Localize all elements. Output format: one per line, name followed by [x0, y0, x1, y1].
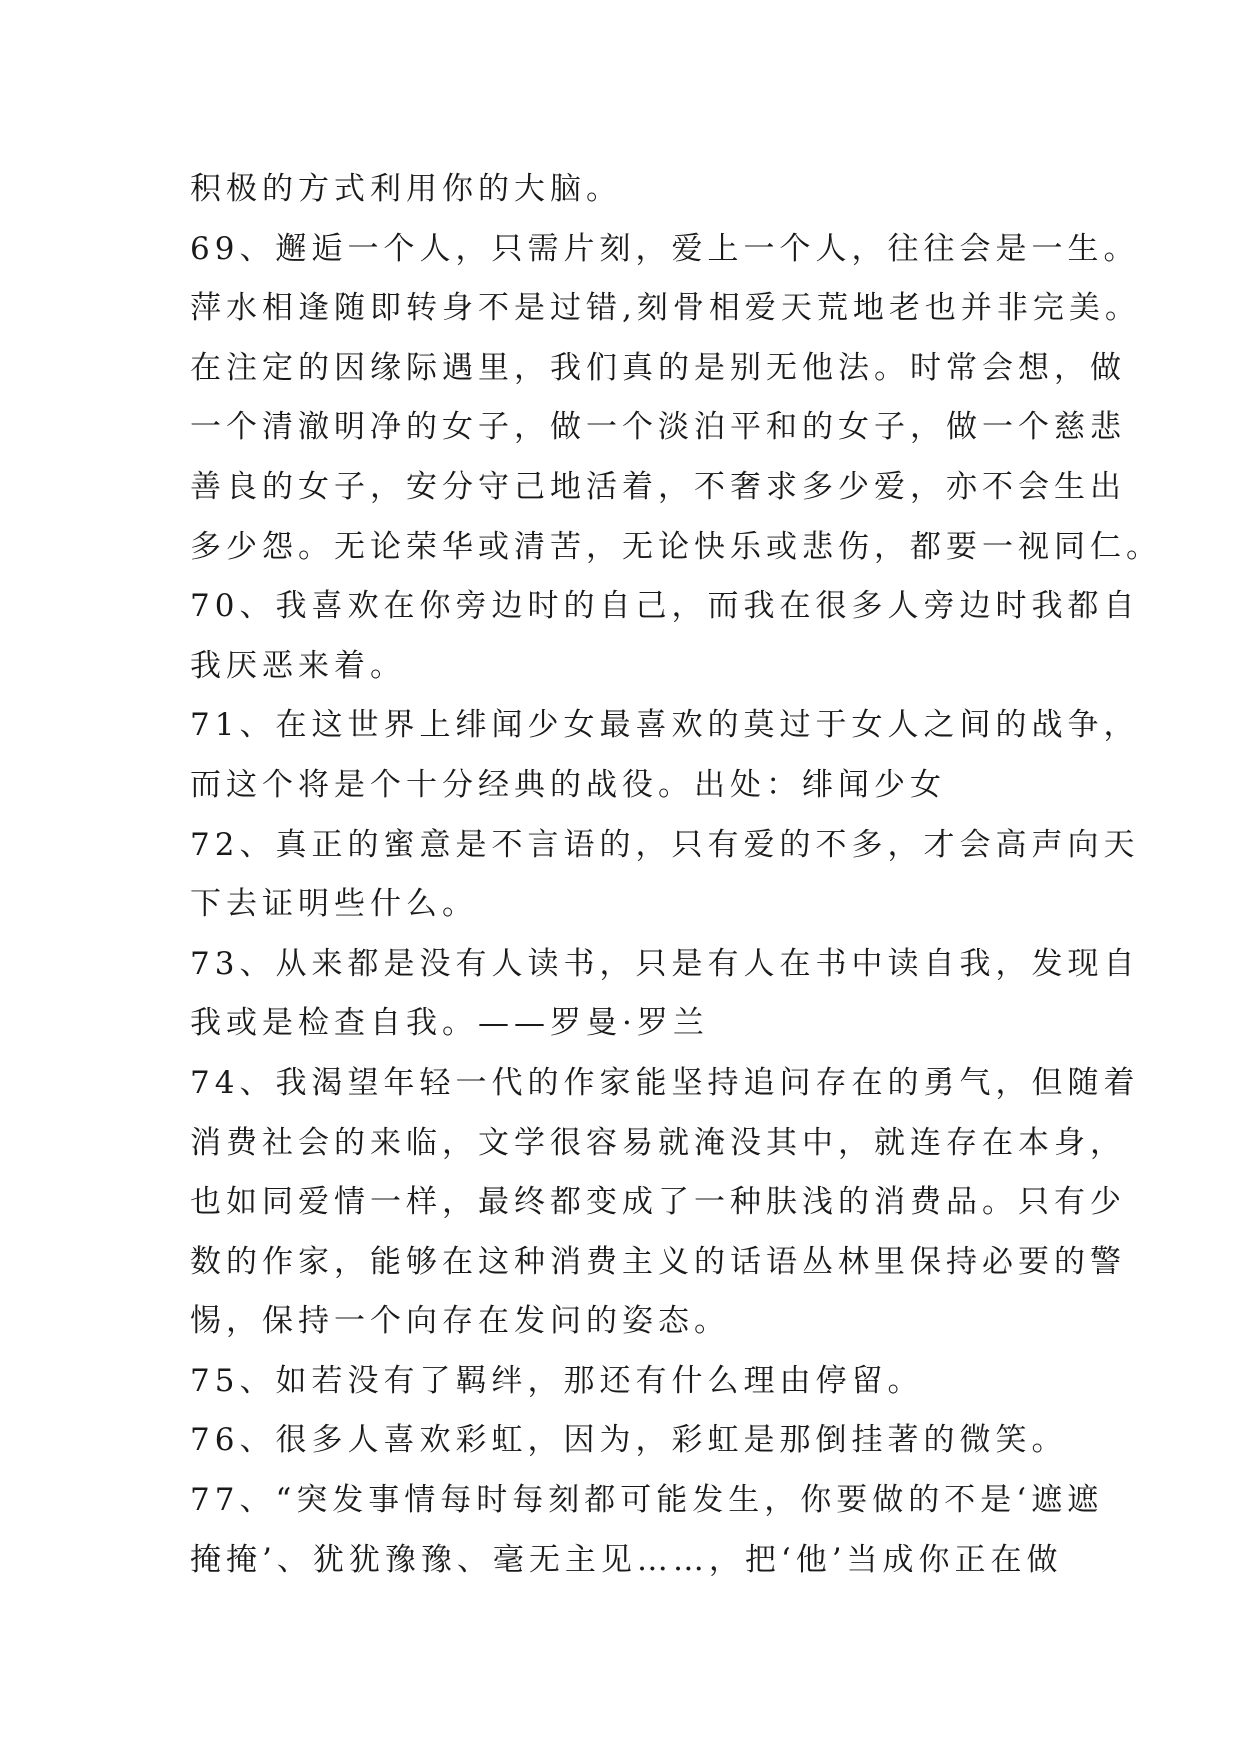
text-line: 我或是检查自我。——罗曼·罗兰: [190, 1005, 709, 1042]
text-line: 萍水相逢随即转身不是过错,刻骨相爱天荒地老也并非完美。: [190, 290, 1141, 327]
text-line: 74、我渴望年轻一代的作家能坚持追问存在的勇气，但随着: [190, 1064, 1140, 1101]
text-line: 善良的女子，安分守己地活着，不奢求多少爱，亦不会生出: [190, 468, 1126, 505]
text-line: 在注定的因缘际遇里，我们真的是别无他法。时常会想，做: [190, 349, 1126, 386]
document-body: [190, 160, 1162, 1590]
text-line: 76、很多人喜欢彩虹，因为，彩虹是那倒挂著的微笑。: [190, 1422, 1068, 1459]
text-line: 掩掩’、犹犹豫豫、毫无主见……，把‘他’当成你正在做: [190, 1541, 1063, 1578]
text-line: 73、从来都是没有人读书，只是有人在书中读自我，发现自: [190, 945, 1140, 982]
text-line: 积极的方式利用你的大脑。: [190, 171, 622, 207]
text-line: 多少怨。无论荣华或清苦，无论快乐或悲伤，都要一视同仁。: [190, 528, 1162, 565]
text-line: 72、真正的蜜意是不言语的，只有爱的不多，才会高声向天: [190, 826, 1140, 863]
text-line: 下去证明些什么。: [190, 886, 478, 923]
text-line: 我厌恶来着。: [190, 647, 406, 684]
text-line: 一个清澈明净的女子，做一个淡泊平和的女子，做一个慈悲: [190, 409, 1126, 446]
text-line: 惕，保持一个向存在发问的姿态。: [190, 1303, 730, 1340]
text-line: 69、邂逅一个人，只需片刻，爱上一个人，往往会是一生。: [190, 230, 1140, 267]
text-line: 而这个将是个十分经典的战役。出处：绯闻少女: [190, 766, 946, 803]
text-line: 70、我喜欢在你旁边时的自己，而我在很多人旁边时我都自: [190, 588, 1140, 625]
text-line: 75、如若没有了羁绊，那还有什么理由停留。: [190, 1362, 924, 1399]
text-line: 71、在这世界上绯闻少女最喜欢的莫过于女人之间的战争，: [190, 707, 1140, 744]
text-line: 77、“突发事情每时每刻都可能发生，你要做的不是‘遮遮: [190, 1482, 1104, 1519]
text-line: 也如同爱情一样，最终都变成了一种肤浅的消费品。只有少: [190, 1184, 1126, 1221]
text-line: 消费社会的来临，文学很容易就淹没其中，就连存在本身，: [190, 1124, 1126, 1161]
text-line: 数的作家，能够在这种消费主义的话语丛林里保持必要的警: [190, 1243, 1126, 1280]
